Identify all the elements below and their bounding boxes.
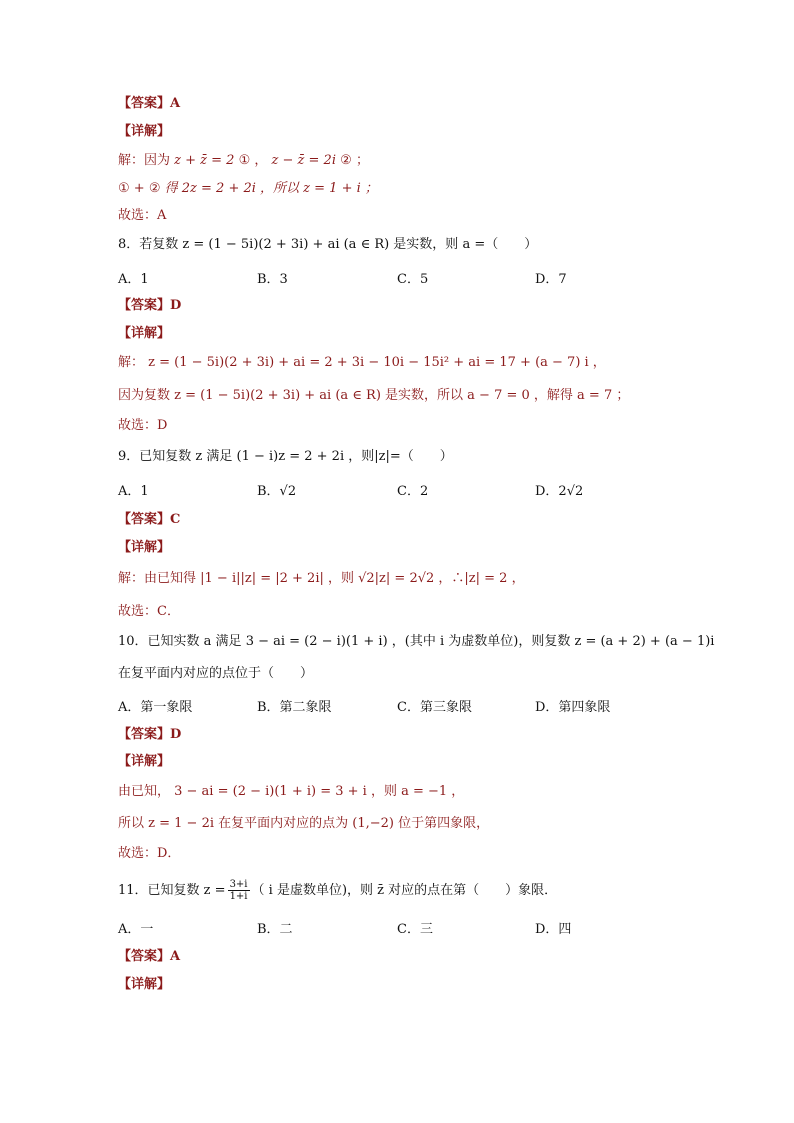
q10-solution-line-1: 由已知， 3 − ai = (2 − i)(1 + i) = 3 + i ，则 a = −1 ， [118, 784, 465, 799]
q9-option-b: B．√2 [257, 484, 297, 499]
q11-frac-denominator: 1+i [229, 891, 248, 902]
q9-detail-label: 【详解】 [118, 540, 171, 555]
q10-stem-line-2: 在复平面内对应的点位于（ ） [118, 666, 314, 681]
q8-option-b: B．3 [257, 272, 288, 287]
q11-option-b: B．二 [257, 922, 293, 937]
q7-circle1: ① [238, 153, 251, 168]
q10-option-d: D．第四象限 [535, 700, 611, 715]
q10-option-c: C．第三象限 [397, 700, 472, 715]
q10-solution-line-2: 所以 z = 1 − 2i 在复平面内对应的点为 (1,−2) 位于第四象限， [118, 816, 490, 831]
q10-conclusion: 故选：D． [118, 846, 181, 861]
q8-option-d: D．7 [535, 272, 567, 287]
q7-solution-line-2 [118, 181, 378, 197]
q7-eq2: z − z̄ = 2i [271, 153, 336, 168]
q8-answer-label: 【答案】D [118, 298, 182, 313]
q9-stem: 9．已知复数 z 满足 (1 − i)z = 2 + 2i ，则|z|=（ ） [118, 449, 453, 464]
q11-stem [118, 878, 557, 904]
q8-detail-label: 【详解】 [118, 326, 171, 341]
q7-detail-label: 【详解】 [118, 124, 171, 139]
q11-answer-label: 【答案】A [118, 949, 181, 964]
q8-solution-line-2: 因为复数 z = (1 − 5i)(2 + 3i) + ai (a ∈ R) 是实数，所以 a − 7 = 0 ，解得 a = 7 ； [118, 388, 630, 403]
q7-circle2: ② [340, 153, 352, 168]
q7-answer-label: 【答案】A [118, 96, 181, 111]
q11-detail-label: 【详解】 [118, 977, 171, 992]
q9-option-a: A．1 [118, 484, 149, 499]
q11-fraction [228, 879, 250, 902]
q8-option-a: A．1 [118, 272, 149, 287]
q7-combo-circle1: ① [118, 181, 130, 196]
q11-stem-prefix: 11．已知复数 z = [118, 883, 226, 898]
q7-conclusion: 故选：A [118, 208, 167, 223]
q7-combo-text: 得 2z = 2 + 2i ，所以 z = 1 + i ； [164, 181, 378, 196]
q7-eq1: z + z̄ = 2 [174, 153, 235, 168]
q8-option-c: C．5 [397, 272, 429, 287]
q8-stem: 8．若复数 z = (1 − 5i)(2 + 3i) + ai (a ∈ R) 是实数，则 a =（ ） [118, 237, 538, 252]
q9-solution-line-1: 解：由已知得 |1 − i||z| = |2 + 2i| ，则 √2|z| = 2√2 ，∴|z| = 2 ， [118, 571, 525, 586]
q7-solution-line-1 [118, 153, 369, 169]
q9-conclusion: 故选：C． [118, 604, 180, 619]
q7-sol-prefix: 解：因为 [118, 153, 171, 168]
q7-end1: ； [355, 153, 369, 168]
q10-option-b: B．第二象限 [257, 700, 332, 715]
q11-option-a: A．一 [118, 922, 154, 937]
q9-option-d: D．2√2 [535, 484, 584, 499]
q7-combo-plus: + [133, 181, 145, 196]
q10-option-a: A．第一象限 [118, 700, 193, 715]
q7-sep: ， [254, 153, 268, 168]
q8-solution-line-1: 解： z = (1 − 5i)(2 + 3i) + ai = 2 + 3i − 10i − 15i² + ai = 17 + (a − 7) i ， [118, 355, 606, 370]
q8-conclusion: 故选：D [118, 418, 168, 433]
q11-stem-suffix: （ i 是虚数单位)，则 z̄ 对应的点在第（ ）象限． [251, 883, 558, 898]
q10-stem-line-1: 10．已知实数 a 满足 3 − ai = (2 − i)(1 + i) ，(其中 i 为虚数单位)，则复数 z = (a + 2) + (a − 1)i [118, 634, 715, 649]
q10-detail-label: 【详解】 [118, 754, 171, 769]
q11-option-d: D．四 [535, 922, 572, 937]
q11-frac-numerator: 3+i [229, 879, 248, 890]
q11-option-c: C．三 [397, 922, 433, 937]
q7-combo-circle2: ② [148, 181, 161, 196]
q9-option-c: C．2 [397, 484, 429, 499]
q10-answer-label: 【答案】D [118, 727, 182, 742]
q9-answer-label: 【答案】C [118, 512, 181, 527]
